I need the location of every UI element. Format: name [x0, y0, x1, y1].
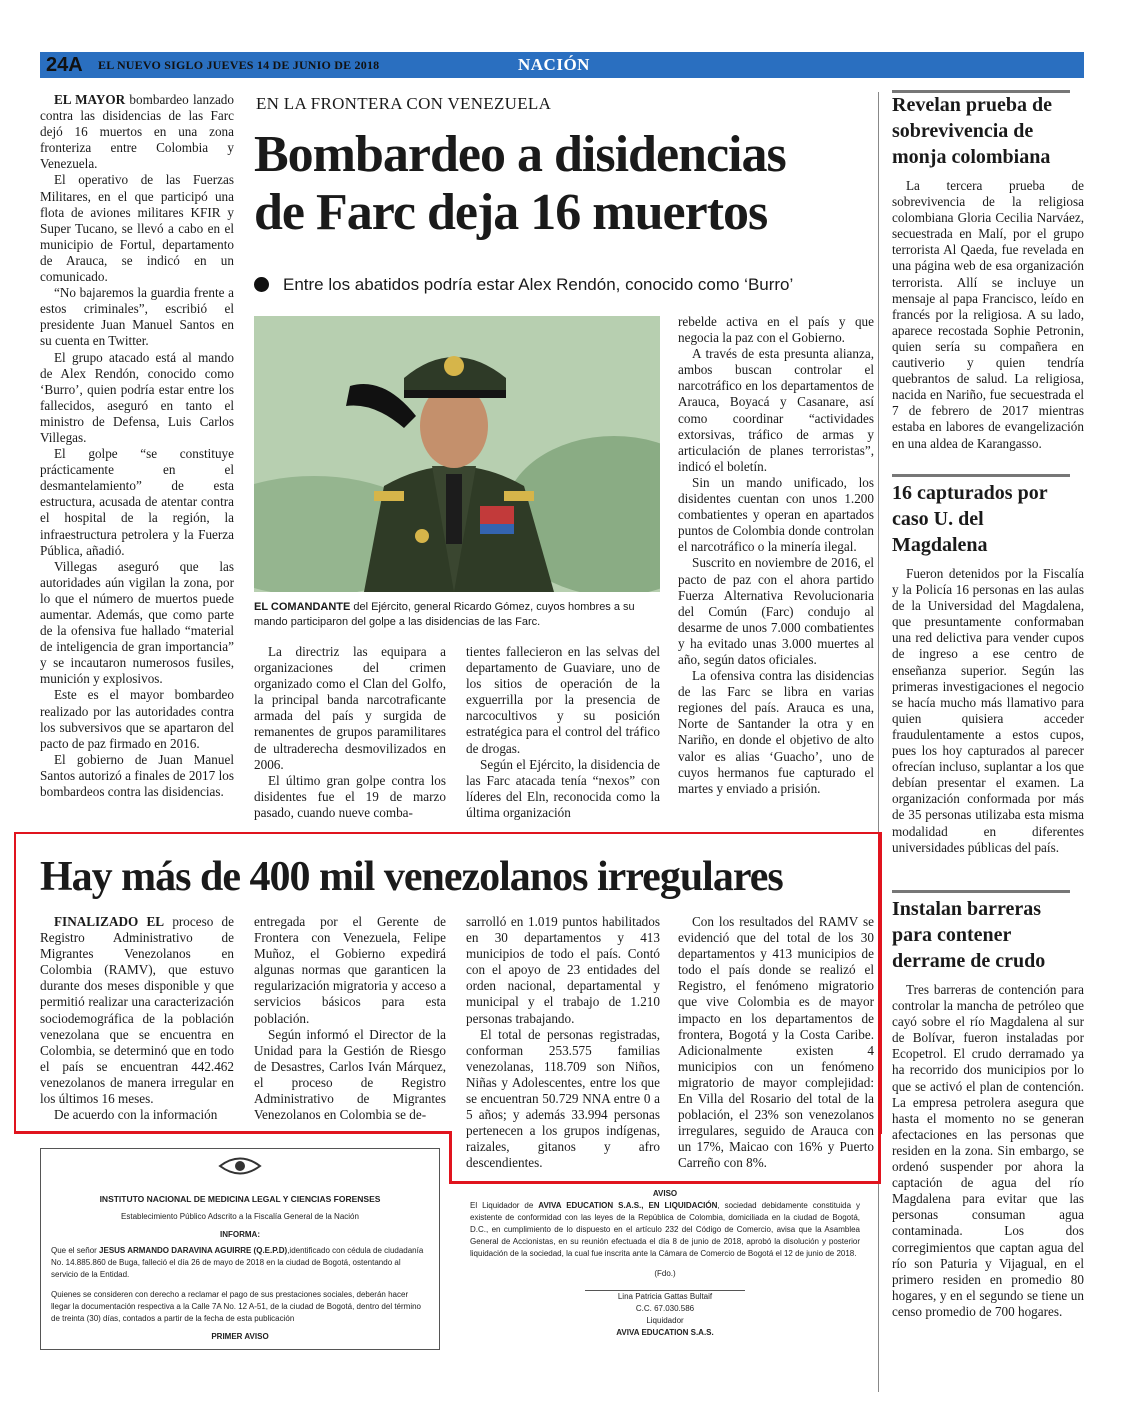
sidebar-rule [892, 474, 1070, 477]
paragraph: Según informó el Director de la Unidad para la Gestión de Riesgo de Desastres, Carlos Iván Márquez, el proceso de Registro Administrativo de Migrantes Venezolanos en Colombia se de- [254, 1026, 446, 1123]
story-2-column-3 [466, 914, 660, 1172]
paragraph: Sin un mando unificado, los disidentes cuentan con unos 1.200 combatientes y operan en apartados puntos de Colombia donde controlan el narcotráfico o la minería ilegal. [678, 474, 874, 555]
headline-line-2: de Farc deja 16 muertos [254, 184, 768, 241]
caption-lead: EL COMANDANTE [254, 601, 351, 613]
paragraph: El gobierno de Juan Manuel Santos autorizó a finales de 2017 los bombardeos contra las disidencias. [40, 751, 234, 800]
main-column-4 [678, 314, 874, 797]
lead-word: EL MAYOR [54, 92, 126, 107]
paragraph: bombardeo lanzado contra las disidencias de las Farc dejó 16 muertos en una zona fronteriza entre Colombia y Venezuela. [40, 92, 234, 172]
deceased-name: JESUS ARMANDO DARAVINA AGUIRRE (Q.E.P.D) [99, 1246, 288, 1255]
sidebar-headline-1: Revelan prueba de sobrevivencia de monja colombiana [892, 94, 1052, 168]
page-header [40, 52, 1084, 78]
sidebar-story-3 [892, 982, 1084, 1320]
signature-company: AVIVA EDUCATION S.A.S. [616, 1328, 714, 1337]
paragraph: “No bajaremos la guardia frente a estos criminales”, escribió el presidente Juan Manuel Santos en su cuenta en Twitter. [40, 285, 234, 349]
main-headline [254, 126, 874, 242]
paragraph: Con los resultados del RAMV se evidenció que del total de los 30 departamentos y 413 municipios de todo el país donde se realizó el Registro, el fenómeno migratorio que vive Colombia es de mayor impacto en los departamentos de frontera, Bogotá y la Costa Caribe. Adicionalmente existen 4 municipios con un fenómeno migratorio de mayor complejidad: En Villa del Rosario del total de la población, el 23% son venezolanos irregulares, seguido de Arauca con un 17%, Maicao con 16% y Puerto Carreño con 8%. [678, 914, 874, 1171]
paragraph: Según el Ejército, la disidencia de las Farc atacada tenía “nexos” con líderes del Eln, reconocida como la última organización [466, 756, 660, 820]
notice-sub: Establecimiento Público Adscrito a la Fiscalía General de la Nación [121, 1212, 359, 1221]
paragraph: El total de personas registradas, conforman 253.575 familias venezolanas, 118.709 son Niños, Niñas y Adolescentes, entre los que se encuentran 50.729 NNA entre 0 a 5 años; y además 33.994 personas pertenecen a los grupos indígenas, raizales, gitanos y afro descendientes. [466, 1026, 660, 1171]
story-2-column-4 [678, 914, 874, 1172]
legal-notice-aviva [464, 1186, 866, 1348]
text: , sociedad debidamente constituida y existente de conformidad con las leyes de la República de Colombia, domiciliada en la ciudad de Bogotá, D.C., en cumplimiento de lo dispuesto en el artículo 232 del Código de Comercio, avisa que la Asamblea General de Accionistas, en su reunión efectuada el día 8 de junio de 2018, aprobó la disolución y posterior liquidación de la sociedad, la cual fue inscrita ante la Cámara de Comercio de Bogotá el 12 de junio de 2018. [470, 1201, 861, 1258]
photo-caption [254, 600, 662, 630]
sidebar-rule [892, 890, 1070, 893]
paragraph: Suscrito en noviembre de 2016, el pacto de paz con el ahora partido Fuerza Alternativa Revolucionaria del Común (Farc) condujo al desarme de unos 7.000 combatientes y ha evitado unas 3.000 muertes al año, según datos oficiales. [678, 555, 874, 667]
paragraph: Tres barreras de contención para controlar la mancha de petróleo que cayó sobre el río Magdalena al sur de Bolívar, fueron instaladas por Ecopetrol. El crudo derramado ya ha recorrido dos municipios por lo que se activó el plan de contención. La empresa petrolera asegura que hasta el momento no se generan afectaciones en las personas que residen en la zona. Sin embargo, se ordenó suspender por ahora la captación de agua del río Magdalena para evitar que las personas consuman agua contaminada. Los dos corregimientos que captan agua del río son Paturia y Vijagual, en el primero residen en promedio 80 hogares, y en el segundo se tiene un censo promedio de 700 hogares. [892, 982, 1084, 1319]
highlight-frame-edge [878, 832, 881, 1184]
notice-paragraph [51, 1245, 429, 1281]
paragraph: El operativo de las Fuerzas Militares, en el que participó una flota de aviones militares KFIR y Super Tucano, se llevó a cabo en el municipio de Fortul, departamento de Arauca, se indicó en un comunicado. [40, 172, 234, 285]
paragraph: La tercera prueba de sobrevivencia de la religiosa colombiana Gloria Cecilia Narváez, secuestrada en Malí, por el grupo terrorista Al Qaeda, fue revelada en una página web de esa organización terrorista. Allí se incluye un mensaje al papa Francisco, leído en francés por la religiosa. A su lado, aparece recostada Sophie Petronin, quien sería su compañera en cautiverio y quien tendría quebrantos de salud. La religiosa, nacida en Nariño, fue secuestrada el 7 de febrero de 2017 mientras estaba en labores de evangelización en una aldea de Karangasso. [892, 178, 1084, 451]
main-column-2 [254, 644, 446, 821]
bullet-icon [254, 277, 269, 292]
notice-footer: PRIMER AVISO [211, 1332, 269, 1341]
notice-title: AVISO [652, 1189, 678, 1198]
paragraph: El golpe “se constituye prácticamente en el desmantelamiento” de esta estructura, acusada de atentar contra el hospital de la región, la infraestructura petrolera y la Fuerza Pública, añadió. [40, 446, 234, 558]
signature-id: C.C. 67.030.586 [635, 1304, 695, 1313]
highlight-frame-edge [449, 1181, 880, 1184]
institute-logo [41, 1155, 439, 1181]
section-name: NACIÓN [518, 55, 590, 74]
sidebar-headline-2: 16 capturados por caso U. del Magdalena [892, 482, 1048, 556]
signature-role: Liquidador [646, 1316, 684, 1325]
paragraph: La directriz las equipara a organizaciones del crimen organizado como el Clan del Golfo, la principal banda narcotraficante armada del país y surgida de remanentes de grupos paramilitares de ultraderecha desmovilizados en 2006. [254, 644, 446, 772]
saluting-officer-illustration [254, 316, 660, 592]
sidebar-story-2 [892, 566, 1084, 856]
kicker: EN LA FRONTERA CON VENEZUELA [256, 94, 552, 113]
paragraph: Fueron detenidos por la Fiscalía y la Policía 16 personas en las aulas de la Universidad del Magdalena, que presuntamente conformaban una red delictiva para vender cupos de ingreso a ese centro de enseñanza superior. Según las primeras investigaciones el negocio se hacía mucho más llamativo para quien quisiera acceder fraudulentamente a estos cupos, pues los hoy capturados al parecer ofrecían incluso, suplantar a los que debían presentar el examen. La organización conformada por más de 35 personas utilizaba esta misma modalidad en diferentes universidades públicas del país. [892, 566, 1084, 855]
paragraph: Villegas aseguró que las autoridades aún vigilan la zona, por lo que el número de muertos puede aumentar. Además, que como parte de la ofensiva fue hallado “material de inteligencia de gran importancia” y se incautaron numerosos fusiles, munición y explosivos. [40, 558, 234, 687]
paragraph: Este es el mayor bombardeo realizado por las autoridades contra los subversivos que se apartaron del pacto de paz firmado en 2016. [40, 687, 234, 751]
subhead-text: Entre los abatidos podría estar Alex Rendón, conocido como ‘Burro’ [283, 275, 794, 294]
general-photo [254, 316, 660, 592]
column-divider [878, 92, 879, 1392]
paragraph: A través de esta presunta alianza, ambos buscan controlar el narcotráfico en los departamentos de Arauca, Boyacá y Casanare, así como coordinar “actividades extorsivas, tráfico de armas y articulación de planes terroristas”, indicó el boletín. [678, 346, 874, 474]
sidebar-story-1 [892, 178, 1084, 452]
highlight-frame-edge [14, 1131, 451, 1134]
main-column-3 [466, 644, 660, 821]
notice-paragraph [470, 1200, 860, 1260]
highlight-frame-edge [449, 1131, 452, 1183]
headline-line-1: Bombardeo a disidencias [254, 126, 786, 183]
lead-word: FINALIZADO EL [54, 914, 165, 929]
notice-fdo: (Fdo.) [654, 1269, 676, 1278]
legal-notice-medicina-legal [40, 1148, 440, 1350]
text: El Liquidador de [470, 1201, 539, 1210]
story-2-headline: Hay más de 400 mil venezolanos irregulares [40, 854, 783, 900]
paragraph: De acuerdo con la información [54, 1107, 218, 1123]
company-name: AVIVA EDUCATION S.A.S., EN LIQUIDACIÓN [538, 1201, 718, 1210]
paragraph: tientes fallecieron en las selvas del departamento de Guaviare, uno de los sitios de operación de la exguerrilla por la presencia de narcocultivos y su posición estratégica para el control del tráfico de drogas. [466, 644, 660, 756]
sidebar-headline-3: Instalan barreras para contener derrame de crudo [892, 898, 1046, 972]
notice-org: INSTITUTO NACIONAL DE MEDICINA LEGAL Y CIENCIAS FORENSES [99, 1194, 381, 1204]
main-column-1 [40, 92, 234, 800]
paragraph: sarrolló en 1.019 puntos habilitados en 30 departamentos y 413 municipios de todo el país. Contó con el apoyo de 23 entidades del orden nacional, departamental y municipal y el trabajo de 1.210 personas trabajando. [466, 914, 660, 1026]
notice-informa: INFORMA: [220, 1230, 260, 1239]
story-2-column-1 [40, 914, 234, 1123]
signature-name: Lina Patricia Gattas Bultaif [585, 1290, 745, 1303]
notice-paragraph: Quienes se consideren con derecho a reclamar el pago de sus prestaciones sociales, deberán hacer llegar la documentación respectiva a la Calle 7A No. 12 A-51, de la ciudad de Bogotá, dentro del término de treinta (30) días, contados a partir de la fecha de esta publicación [51, 1290, 422, 1323]
paragraph: entregada por el Gerente de Frontera con Venezuela, Felipe Muñoz, el Gobierno expedirá algunas normas que garanticen la regularización migratoria y acceso a servicios básicos para esta población. [254, 914, 446, 1026]
text: ,identificado con cédula de ciudadanía No. 14.885.860 de Buga, falleció el día 26 de mayo de 2018 en la ciudad de Bogotá, ostentando al servicio de la Entidad. [51, 1246, 424, 1279]
text: Que el señor [51, 1246, 100, 1255]
paragraph: La ofensiva contra las disidencias de las Farc se libra en varias regiones del país. Arauca es una, Norte de Santander la otra y en Nariño, en donde el objetivo de alto valor es alias ‘Guacho’, uno de cuyos hermanos fue capturado el martes y enviado a prisión. [678, 668, 874, 796]
subhead [254, 274, 874, 296]
paragraph: rebelde activa en el país y que negocia la paz con el Gobierno. [678, 314, 874, 346]
paragraph: El último gran golpe contra los disidentes fue el 19 de marzo pasado, cuando nueve comba- [254, 772, 446, 820]
caption-text: del Ejército, general Ricardo Gómez, cuyos hombres a su mando participaron del golpe a las disidencias de las Farc. [254, 601, 635, 628]
story-2-column-2 [254, 914, 446, 1123]
paper-dateline: EL NUEVO SIGLO JUEVES 14 DE JUNIO DE 2018 [98, 58, 380, 72]
paragraph: El grupo atacado está al mando de Alex Rendón, conocido como ‘Burro’, quien podría estar entre los fallecidos, aseguró en tanto el ministro de Defensa, Luis Carlos Villegas. [40, 349, 234, 445]
page-number: 24A [46, 54, 83, 76]
paragraph: proceso de Registro Administrativo de Migrantes Venezolanos en Colombia (RAMV), que estuvo durante dos meses disponible y que permitió realizar una caracterización sociodemográfica de la población venezolana que se encuentra en Colombia, se determinó que en todo el país se encuentran 442.462 venezolanos de manera irregular en los últimos 16 meses. [40, 914, 234, 1107]
